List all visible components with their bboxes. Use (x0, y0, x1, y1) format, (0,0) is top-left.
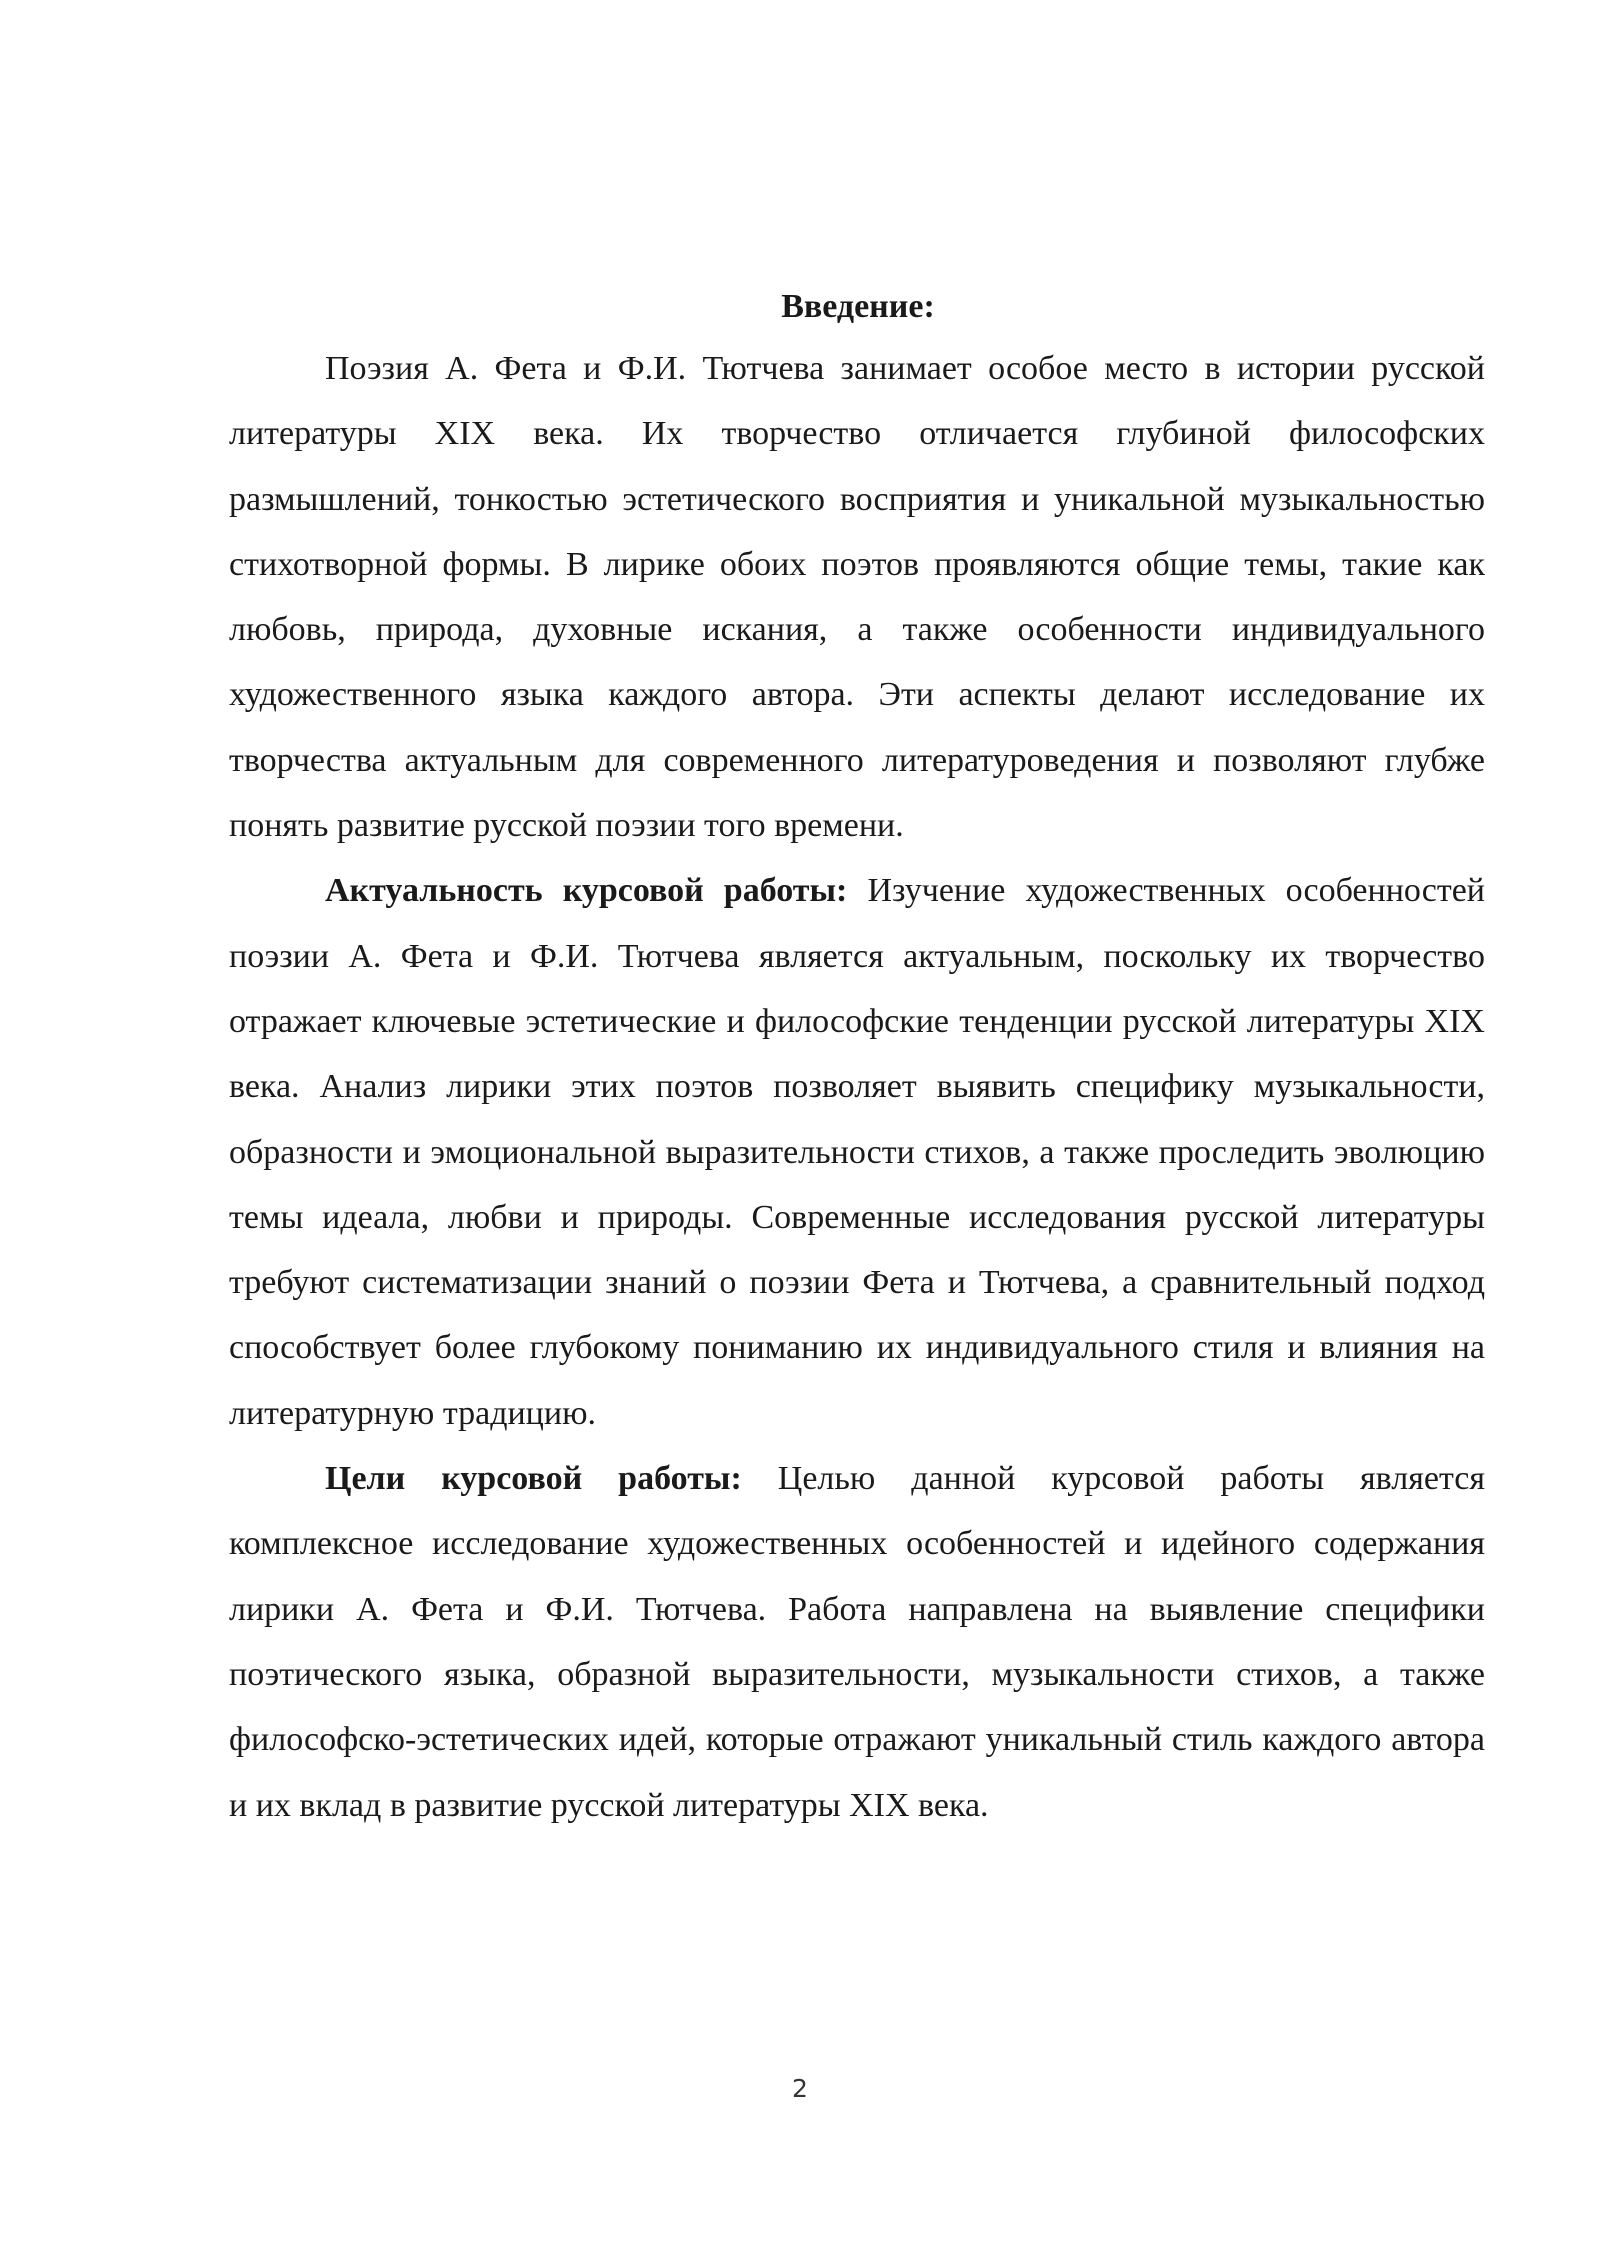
relevance-paragraph (229, 858, 1485, 1446)
relevance-label: Актуальность курсовой работы: (325, 872, 848, 910)
intro-paragraph: Поэзия А. Фета и Ф.И. Тютчева занимает особое место в истории русской литературы XIX века. Их творчество отличается глубиной философских размышлений, тонкостью эстетического восприятия и уникальной музыкальностью стихотворной формы. В лирике обоих поэтов проявляются общие темы, такие как любовь, природа, духовные искания, а также особенности индивидуального художественного языка каждого автора. Эти аспекты делают исследование их творчества актуальным для современного литературоведения и позволяют глубже понять развитие русской поэзии того времени. (229, 350, 1485, 845)
goals-label: Цели курсовой работы: (325, 1460, 742, 1498)
relevance-text: Изучение художественных особенностей поэзии А. Фета и Ф.И. Тютчева является актуальным, поскольку их творчество отражает ключевые эстетические и философские тенденции русской литературы XIX века. Анализ лирики этих поэтов позволяет выявить специфику музыкальности, образности и эмоциональной выразительности стихов, а также проследить эволюцию темы идеала, любви и природы. Современные исследования русской литературы требуют систематизации знаний о поэзии Фета и Тютчева, а сравнительный подход способствует более глубокому пониманию их индивидуального стиля и влияния на литературную традицию. (229, 872, 1486, 1432)
goals-text: Целью данной курсовой работы является комплексное исследование художественных особенностей и идейного содержания лирики А. Фета и Ф.И. Тютчева. Работа направлена на выявление специфики поэтического языка, образной выразительности, музыкальности стихов, а также философско-эстетических идей, которые отражают уникальный стиль каждого автора и их вклад в развитие русской литературы XIX века. (229, 1460, 1485, 1824)
section-heading: Введение: (781, 288, 935, 325)
goals-paragraph (229, 1446, 1485, 1838)
page-number: 2 (792, 2074, 808, 2103)
page-body (229, 282, 1485, 1838)
